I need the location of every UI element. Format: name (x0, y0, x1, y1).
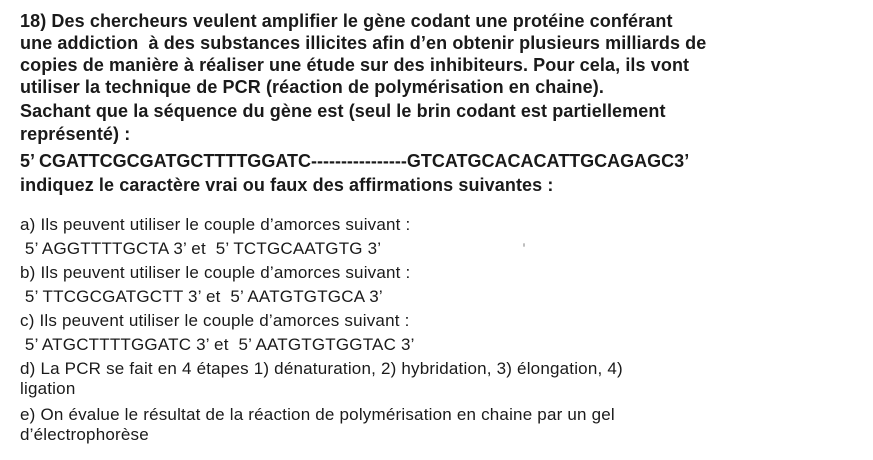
statement-c-primers: 5’ ATGCTTTTGGATC 3’ et 5’ AATGTGTGGTAC 3’ (20, 335, 415, 354)
question-line-6: représenté) : (20, 124, 131, 144)
scan-speck (523, 243, 525, 247)
statement-d-line-1: d) La PCR se fait en 4 étapes 1) dénaturation, 2) hybridation, 3) élongation, 4) (20, 359, 623, 378)
statement-b-title: b) Ils peuvent utiliser le couple d’amorces suivant : (20, 263, 411, 282)
statement-c-title: c) Ils peuvent utiliser le couple d’amorces suivant : (20, 311, 410, 330)
statement-e-line-1: e) On évalue le résultat de la réaction de polymérisation en chaine par un gel (20, 405, 615, 424)
question-line-5: Sachant que la séquence du gène est (seul le brin codant est partiellement (20, 101, 666, 121)
statement-a-primers: 5’ AGGTTTTGCTA 3’ et 5’ TCTGCAATGTG 3’ (20, 239, 382, 258)
statement-a-title: a) Ils peuvent utiliser le couple d’amorces suivant : (20, 215, 411, 234)
instruction-line: indiquez le caractère vrai ou faux des affirmations suivantes : (20, 175, 554, 195)
question-line-4: utiliser la technique de PCR (réaction de polymérisation en chaine). (20, 77, 604, 97)
statement-e-line-2: d’électrophorèse (20, 425, 149, 444)
question-line-2: une addiction à des substances illicites afin d’en obtenir plusieurs milliards de (20, 33, 707, 53)
question-line-3: copies de manière à réaliser une étude sur des inhibiteurs. Pour cela, ils vont (20, 55, 690, 75)
statement-b-primers: 5’ TTCGCGATGCTT 3’ et 5’ AATGTGTGCA 3’ (20, 287, 383, 306)
gene-sequence: 5’ CGATTCGCGATGCTTTTGGATC----------------GTCATGCACACATTGCAGAGC3’ (20, 151, 690, 171)
statement-d-line-2: ligation (20, 379, 76, 398)
question-line-1: 18) Des chercheurs veulent amplifier le gène codant une protéine conférant (20, 11, 673, 31)
